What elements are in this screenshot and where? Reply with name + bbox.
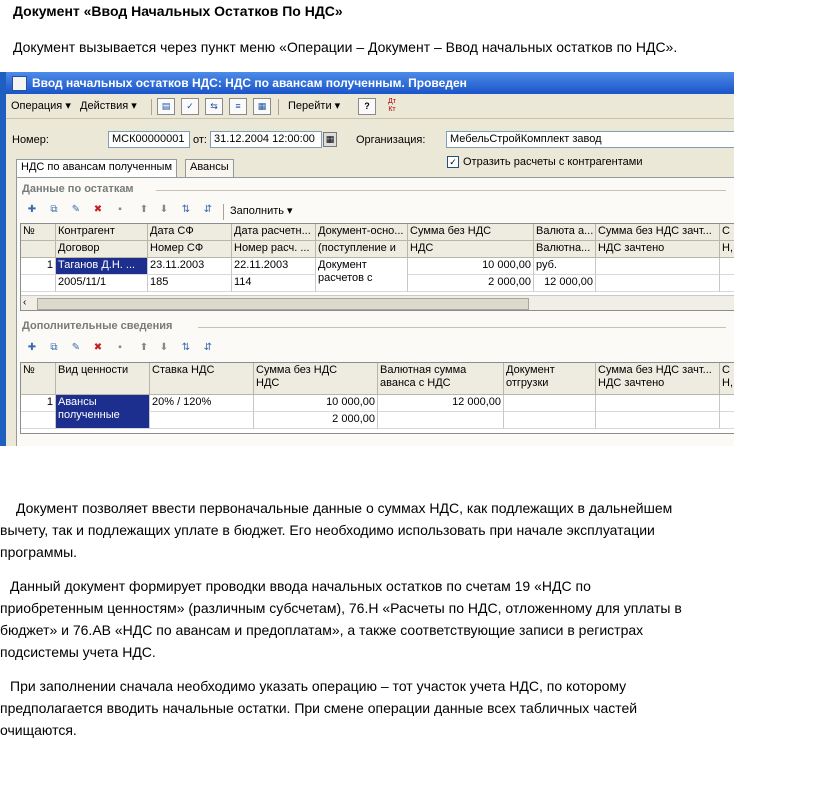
move-down-icon[interactable]: ⬇ [159, 342, 169, 353]
column-header[interactable]: Валютная сумма аванса с НДС [378, 363, 504, 395]
copy-row-icon[interactable]: ⧉ [50, 342, 58, 353]
move-up-icon[interactable]: ⬆ [139, 204, 149, 215]
column-header[interactable] [596, 363, 720, 395]
column-header[interactable]: Ставка НДС [150, 363, 254, 395]
tab-vat-advances[interactable]: НДС по авансам полученным [16, 159, 177, 178]
additional-table [20, 362, 734, 434]
table-cell[interactable] [21, 412, 56, 429]
column-header[interactable]: № [21, 224, 56, 241]
text-line: бюджет» и 76.АВ «НДС по авансам и предоплатам», а также соответствующие записи в регистрах [0, 622, 644, 638]
table-cell[interactable] [504, 412, 596, 429]
section-divider [198, 327, 726, 328]
column-header-line: Сумма без НДС зачт... [598, 364, 712, 376]
base-document-cell[interactable]: Документ расчетов с [316, 258, 408, 292]
column-header[interactable]: Валюта а... [534, 224, 596, 241]
row-number[interactable]: 1 [21, 258, 56, 275]
sort-asc-icon[interactable]: ⇅ [181, 204, 191, 215]
post-icon[interactable]: ✓ [181, 98, 199, 115]
delete-row-icon[interactable]: ✖ [93, 204, 103, 215]
actions-menu[interactable]: Действия ▾ [80, 100, 137, 112]
organization-label: Организация: [356, 134, 426, 146]
column-header[interactable]: Сумма без НДС зачт... [596, 224, 720, 241]
toolbar-separator [151, 99, 152, 115]
currency-sum-cell[interactable]: 12 000,00 [378, 395, 504, 412]
table-cell[interactable] [720, 412, 734, 429]
column-header[interactable]: Контрагент [56, 224, 148, 241]
tab-advances[interactable]: Авансы [185, 159, 234, 177]
column-header[interactable]: Вид ценности [56, 363, 150, 395]
column-header[interactable]: Номер СФ [148, 241, 232, 258]
column-header[interactable] [21, 241, 56, 258]
table-cell[interactable] [378, 412, 504, 429]
toolbar-separator [223, 204, 224, 220]
table-cell[interactable] [596, 412, 720, 429]
structure-icon[interactable]: ▦ [253, 98, 271, 115]
column-header[interactable]: Документ-осно... [316, 224, 408, 241]
column-header[interactable]: НДС [408, 241, 534, 258]
dt-kt-icon[interactable]: Дт Кт [388, 98, 396, 113]
app-window-screenshot [0, 72, 734, 446]
paragraph-operation [0, 675, 800, 741]
contract-cell[interactable]: 2005/11/1 [56, 275, 148, 292]
value-kind-cell[interactable]: Авансы полученные [56, 395, 150, 429]
credited-vat-cell[interactable] [596, 275, 720, 292]
table-cell[interactable] [720, 275, 734, 292]
text-line: предполагается вводить начальные остатки. При смене операции данные всех табличных частей [0, 700, 638, 716]
edit-row-icon[interactable]: ✎ [71, 342, 81, 353]
vat-cell[interactable]: 2 000,00 [408, 275, 534, 292]
add-row-icon[interactable]: ✚ [27, 342, 37, 353]
vat-rate-cell[interactable]: 20% / 120% [150, 395, 254, 412]
section-additional-label: Дополнительные сведения [22, 320, 173, 332]
column-header-line: Сумма без НДС [256, 364, 338, 376]
column-header[interactable]: НДС зачтено [596, 241, 720, 258]
column-header[interactable]: Дата СФ [148, 224, 232, 241]
column-header[interactable]: Номер расч. ... [232, 241, 316, 258]
end-edit-icon[interactable]: ▪ [118, 204, 122, 215]
text-line: При заполнении сначала необходимо указать операцию – тот участок учета НДС, по которому [10, 678, 627, 694]
edit-row-icon[interactable]: ✎ [71, 204, 81, 215]
sort-desc-icon[interactable]: ⇵ [203, 204, 213, 215]
column-header[interactable] [254, 363, 378, 395]
date-label: от: [193, 134, 207, 146]
column-header-line: НДС зачтено [598, 377, 665, 389]
list-icon[interactable]: ≡ [229, 98, 247, 115]
table-cell[interactable] [150, 412, 254, 429]
column-header[interactable]: Валютна... [534, 241, 596, 258]
text-line: Данный документ формирует проводки ввода начальных остатков по счетам 19 «НДС по [10, 578, 591, 594]
sort-desc-icon[interactable]: ⇵ [203, 342, 213, 353]
document-title: Документ «Ввод Начальных Остатков По НДС» [13, 3, 343, 19]
shipment-document-cell[interactable] [504, 395, 596, 412]
section-divider [156, 190, 726, 191]
reflect-checkbox[interactable]: ✓ [447, 156, 459, 168]
intro-paragraph: Документ вызывается через пункт меню «Операции – Документ – Ввод начальных остатков по НДС». [13, 39, 678, 55]
toolbar-separator [278, 99, 279, 115]
invoice-number-cell[interactable]: 185 [148, 275, 232, 292]
column-header-line: С [722, 364, 730, 376]
paragraph-entries [0, 575, 800, 663]
column-header[interactable]: Сумма без НДС [408, 224, 534, 241]
organization-field[interactable]: МебельСтройКомплект завод [446, 131, 734, 148]
window-titlebar [6, 72, 734, 94]
column-header[interactable]: Договор [56, 241, 148, 258]
invoice-date-cell[interactable]: 23.11.2003 [148, 258, 232, 275]
currency-cell[interactable]: руб. [534, 258, 596, 275]
table-cell[interactable] [720, 395, 734, 412]
text-line: программы. [0, 544, 78, 560]
delete-row-icon[interactable]: ✖ [93, 342, 103, 353]
contractor-cell[interactable]: Таганов Д.Н. ... [56, 258, 148, 275]
calc-number-cell[interactable]: 114 [232, 275, 316, 292]
vat-cell[interactable]: 2 000,00 [254, 412, 378, 429]
section-balances-label: Данные по остаткам [22, 183, 134, 195]
table-cell[interactable] [21, 275, 56, 292]
column-header[interactable]: Н, [720, 241, 734, 258]
toolbar [6, 96, 734, 119]
column-header[interactable] [720, 363, 734, 395]
fill-button[interactable]: Заполнить ▾ [230, 205, 293, 217]
column-header[interactable]: Документ отгрузки [504, 363, 596, 395]
copy-row-icon[interactable]: ⧉ [50, 204, 58, 215]
refresh-icon[interactable]: ⇆ [205, 98, 223, 115]
paragraph-purpose [0, 497, 800, 563]
scroll-thumb[interactable] [37, 298, 529, 310]
help-icon[interactable]: ? [358, 98, 376, 115]
text-line: подсистемы учета НДС. [0, 644, 156, 660]
goto-menu[interactable]: Перейти ▾ [288, 100, 341, 112]
sort-asc-icon[interactable]: ⇅ [181, 342, 191, 353]
move-up-icon[interactable]: ⬆ [139, 342, 149, 353]
balances-table [20, 223, 734, 311]
reflect-label: Отразить расчеты с контрагентами [463, 156, 643, 168]
column-header[interactable]: № [21, 363, 56, 395]
add-row-icon[interactable]: ✚ [27, 204, 37, 215]
number-field[interactable]: МСК00000001 [108, 131, 190, 148]
text-line: приобретенным ценностям» (различным субсчетам), 76.Н «Расчеты по НДС, отложенному для уплаты в [0, 600, 682, 616]
credited-sum-cell[interactable] [596, 395, 720, 412]
sum-cell[interactable]: 10 000,00 [408, 258, 534, 275]
column-header-line: НДС [256, 377, 280, 389]
new-doc-icon[interactable]: ▤ [157, 98, 175, 115]
horizontal-scrollbar[interactable] [21, 295, 734, 310]
currency-sum-cell[interactable]: 12 000,00 [534, 275, 596, 292]
operation-menu[interactable]: Операция ▾ [11, 100, 71, 112]
sum-cell[interactable]: 10 000,00 [254, 395, 378, 412]
credited-sum-cell[interactable] [596, 258, 720, 275]
text-line: вычету, так и подлежащих уплате в бюджет. Его необходимо использовать при начале эксплуатации [0, 522, 655, 538]
column-header-line: Н, [722, 377, 733, 389]
date-field[interactable]: 31.12.2004 12:00:00 [210, 131, 322, 148]
end-edit-icon[interactable]: ▪ [118, 342, 122, 353]
text-line: Документ позволяет ввести первоначальные данные о суммах НДС, как подлежащих в дальнейшем [16, 500, 673, 516]
column-header[interactable]: Дата расчетн... [232, 224, 316, 241]
calendar-icon[interactable]: ▦ [323, 132, 337, 147]
row-number[interactable]: 1 [21, 395, 56, 412]
window-title: Ввод начальных остатков НДС: НДС по авансам полученным. Проведен [32, 76, 467, 90]
text-line: очищаются. [0, 722, 77, 738]
move-down-icon[interactable]: ⬇ [159, 204, 169, 215]
document-icon [12, 76, 27, 91]
column-header[interactable]: (поступление и [316, 241, 408, 258]
calc-date-cell[interactable]: 22.11.2003 [232, 258, 316, 275]
column-header[interactable]: С [720, 224, 734, 241]
scroll-left-icon[interactable]: ‹ [23, 297, 27, 308]
number-label: Номер: [12, 134, 49, 146]
table-cell[interactable] [720, 258, 734, 275]
